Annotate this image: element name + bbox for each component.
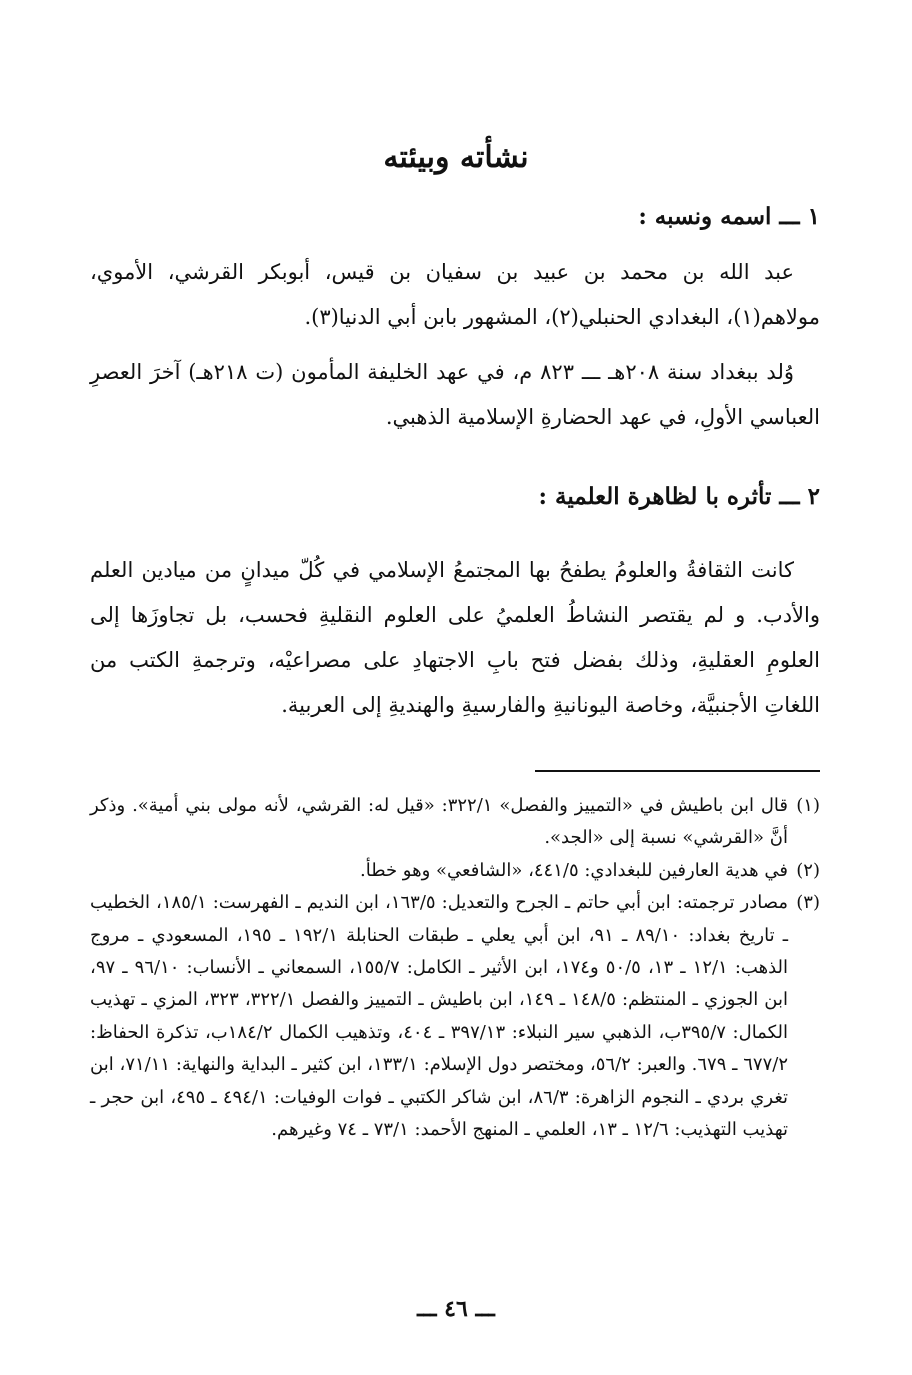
section-heading-name-lineage: ١ ـــ اسمه ونسبه : bbox=[638, 203, 820, 230]
paragraph-name-lineage: عبد الله بن محمد بن عبيد بن سفيان بن قيس، أبوبكر القرشي، الأموي، مولاهم(١)، البغدادي الحنبلي(٢)، المشهور بابن أبي الدنيا(٣). bbox=[90, 260, 820, 329]
paragraph-scientific-influence: كانت الثقافةُ والعلومُ يطفحُ بها المجتمعُ الإسلامي في كُلّ ميدانٍ من ميادين العلم والأدب. و لم يقتصر النشاطُ العلميُ على العلوم النقليةِ فحسب، بل تجاوزَها إلى العلومِ العقليةِ، وذلك بفضل فتح بابِ الاجتهادِ على مصراعيْه، وترجمةِ الكتب من اللغاتِ الأجنبيَّة، وخاصة اليونانيةِ والفارسيةِ والهنديةِ إلى العربية. bbox=[90, 558, 821, 717]
section-heading-scientific-influence: ٢ ـــ تأثره با لظاهرة العلمية : bbox=[538, 483, 820, 510]
footnote-number: (٣) bbox=[796, 892, 820, 914]
footnote-text: في هدية العارفين للبغدادي: ٤٤١/٥، «الشافعي» وهو خطأ. bbox=[359, 859, 788, 881]
footnote-text: مصادر ترجمته: ابن أبي حاتم ـ الجرح والتعديل: ١٦٣/٥، ابن النديم ـ الفهرست: ١٨٥/١، الخطيب ـ تاريخ بغداد: ٨٩/١٠ ـ ٩١، ابن أبي يعلي ـ طبقات الحنابلة ١٩٢/١ ـ ١٩٥، المسعودي ـ مروج الذهب: ١٢/١ ـ ١٣، ٥٠/٥ و١٧٤، ابن الأثير ـ الكامل: ١٥٥/٧، السمعاني ـ الأنساب: ٩٦/١٠ ـ ٩٧، ابن الجوزي ـ المنتظم: ١٤٨/٥ ـ ١٤٩، ابن باطيش ـ التمييز والفصل ٣٢٢/١، ٣٢٣، المزي ـ تهذيب الكمال: ٣٩٥/٧ب، الذهبي سير النبلاء: ٣٩٧/١٣ ـ ٤٠٤، وتذهيب الكمال ١٨٤/٢ب، تذكرة الحفاظ: ٦٧٧/٢ ـ ٦٧٩. والعبر: ٥٦/٢، ومختصر دول الإسلام: ١٣٣/١، ابن كثير ـ البداية والنهاية: ٧١/١١، ابن تغري بردي ـ النجوم الزاهرة: ٨٦/٣، ابن شاكر الكتبي ـ فوات الوفيات: ٤٩٤/١ ـ ٤٩٥، ابن حجر ـ تهذيب التهذيب: ١٢/٦ ـ ١٣، العلمي ـ المنهج الأحمد: ٧٣/١ ـ ٧٤ وغيرهم. bbox=[90, 892, 789, 1141]
paragraph-birth: وُلد ببغداد سنة ٢٠٨هـ ـــ ٨٢٣ م، في عهد الخليفة المأمون (ت ٢١٨هـ) آخرَ العصرِ العباسي الأولِ، في عهد الحضارةِ الإسلامية الذهبي. bbox=[90, 360, 820, 429]
footnote-text: قال ابن باطيش في «التمييز والفصل» ٣٢٢/١: «قيل له: القرشي، لأنه مولى بني أمية». وذكر أنَّ «القرشي» نسبة إلى «الجد». bbox=[90, 795, 788, 849]
footnote-number: (٢) bbox=[796, 859, 820, 881]
footnote-item bbox=[90, 790, 820, 855]
footnote-item bbox=[90, 887, 820, 1146]
footnote-number: (١) bbox=[796, 795, 820, 816]
footnote-item bbox=[90, 855, 820, 887]
chapter-title: نشأته وبيئته bbox=[383, 140, 529, 175]
page-number: ـــ ٤٦ ـــ bbox=[417, 1296, 495, 1322]
footnote-separator bbox=[535, 770, 820, 772]
footnotes bbox=[90, 790, 820, 1146]
